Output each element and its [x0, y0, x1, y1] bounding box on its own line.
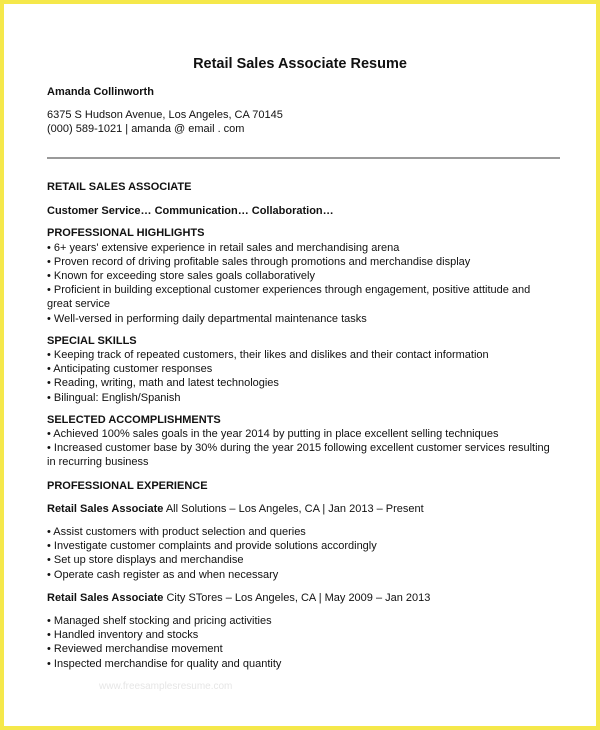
accomplishments-section: [47, 413, 557, 470]
candidate-name: Amanda Collinworth: [47, 86, 154, 98]
list-item: • Well-versed in performing daily departmental maintenance tasks: [47, 312, 367, 325]
list-item: • Investigate customer complaints and provide solutions accordingly: [47, 540, 377, 553]
contact-block: [47, 108, 283, 136]
job-title: Retail Sales Associate: [47, 502, 164, 515]
list-item: • 6+ years' extensive experience in retail sales and merchandising arena: [47, 241, 400, 254]
resume-title: Retail Sales Associate Resume: [193, 56, 407, 72]
contact-phone-email: (000) 589-1021 | amanda @ email . com: [47, 123, 245, 135]
job-details: City STores – Los Angeles, CA | May 2009 – Jan 2013: [163, 591, 431, 604]
list-item: • Reading, writing, math and latest technologies: [47, 377, 279, 390]
section-heading: SELECTED ACCOMPLISHMENTS: [47, 413, 221, 426]
skills-section: [47, 334, 557, 405]
list-item: • Handled inventory and stocks: [47, 629, 199, 642]
job-duties: [47, 525, 557, 582]
job-entry: [47, 502, 557, 582]
job-duties: [47, 614, 557, 671]
job-title: Retail Sales Associate: [47, 591, 164, 604]
list-item: • Achieved 100% sales goals in the year 2014 by putting in place excellent selling techniques: [47, 428, 499, 441]
list-item: • Increased customer base by 30% during the year 2015 following excellent customer services resulting in recurring business: [47, 442, 550, 469]
experience-heading: PROFESSIONAL EXPERIENCE: [47, 479, 208, 492]
list-item: • Set up store displays and merchandise: [47, 554, 244, 567]
highlights-section: [47, 226, 557, 325]
list-item: • Assist customers with product selection and queries: [47, 526, 306, 539]
list-item: • Proficient in building exceptional customer experiences through engagement, positive attitude and great service: [47, 284, 531, 311]
header-divider: [47, 157, 560, 159]
section-heading: PROFESSIONAL HIGHLIGHTS: [47, 227, 205, 240]
list-item: • Anticipating customer responses: [47, 363, 213, 376]
role-heading: RETAIL SALES ASSOCIATE: [47, 181, 192, 193]
list-item: • Keeping track of repeated customers, their likes and dislikes and their contact information: [47, 349, 489, 362]
job-details: All Solutions – Los Angeles, CA | Jan 2013 – Present: [163, 502, 424, 515]
list-item: • Reviewed merchandise movement: [47, 643, 223, 656]
tagline: Customer Service… Communication… Collaboration…: [47, 205, 334, 218]
list-item: • Inspected merchandise for quality and quantity: [47, 657, 282, 670]
section-heading: SPECIAL SKILLS: [47, 334, 137, 347]
resume-body: [47, 180, 557, 671]
list-item: • Managed shelf stocking and pricing activities: [47, 615, 272, 628]
list-item: • Operate cash register as and when necessary: [47, 568, 279, 581]
job-header: [47, 502, 557, 516]
list-item: • Known for exceeding store sales goals collaboratively: [47, 270, 315, 283]
list-item: • Bilingual: English/Spanish: [47, 391, 181, 404]
watermark: www.freesamplesresume.com: [99, 681, 233, 692]
job-entry: [47, 591, 557, 671]
job-header: [47, 591, 557, 605]
resume-page: [4, 4, 596, 726]
list-item: • Proven record of driving profitable sales through promotions and merchandise display: [47, 255, 471, 268]
contact-address: 6375 S Hudson Avenue, Los Angeles, CA 70145: [47, 109, 283, 121]
